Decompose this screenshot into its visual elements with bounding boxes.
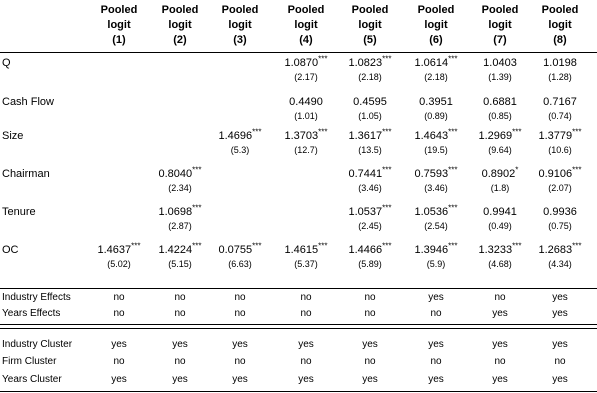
cluster-value: yes (362, 374, 378, 385)
coefficient-value: 0.9936 (543, 206, 577, 218)
column-header-line: (2) (173, 34, 187, 46)
t-statistic: (1.28) (548, 72, 572, 82)
significance-stars: *** (252, 127, 262, 137)
cluster-label: Industry Cluster (2, 339, 73, 350)
significance-stars: *** (192, 165, 202, 175)
effects-label: Years Effects (2, 308, 61, 319)
coefficient-value: 0.4595 (353, 96, 387, 108)
significance-stars: *** (192, 203, 202, 213)
coefficient-value: 1.4643 (414, 130, 449, 142)
double-rule-upper (0, 324, 597, 325)
coefficient (274, 127, 338, 142)
coefficient-value: 1.4696 (218, 130, 253, 142)
cluster-value: no (554, 356, 566, 367)
column-header-line: Pooled (417, 4, 455, 16)
column-header-line: Pooled (221, 4, 259, 16)
cluster-value: yes (111, 374, 127, 385)
coefficient (208, 127, 272, 142)
coefficient-value: 1.2969 (478, 130, 513, 142)
coefficient-value: 0.9941 (483, 206, 517, 218)
coefficient (338, 241, 402, 256)
t-statistic: (2.07) (548, 183, 572, 193)
coefficient-value: 1.3233 (478, 244, 513, 256)
t-statistic: (5.15) (168, 259, 192, 269)
column-header-line: Pooled (100, 4, 138, 16)
significance-stars: *** (572, 127, 582, 137)
column-header-line: (1) (112, 34, 126, 46)
column-header-line: Pooled (481, 4, 519, 16)
column-header-line: Pooled (161, 4, 199, 16)
coefficient-value: 1.3703 (284, 130, 319, 142)
t-statistic: (3.46) (358, 183, 382, 193)
t-statistic: (2.54) (424, 221, 448, 231)
cluster-value: yes (492, 339, 508, 350)
coefficient-value: 1.0537 (348, 206, 383, 218)
t-statistic: (2.34) (168, 183, 192, 193)
coefficient (338, 96, 402, 108)
cluster-value: yes (298, 374, 314, 385)
effects-value: no (300, 292, 312, 303)
coefficient (528, 241, 592, 256)
significance-stars: *** (252, 241, 262, 251)
header-rule (0, 52, 597, 53)
significance-stars: * (515, 165, 519, 175)
variable-label: Q (2, 57, 11, 69)
coefficient (208, 241, 272, 256)
column-header (404, 3, 468, 48)
t-statistic: (12.7) (294, 145, 318, 155)
column-header-line: (4) (299, 34, 313, 46)
effects-value: yes (428, 292, 444, 303)
column-header-line: (6) (429, 34, 443, 46)
significance-stars: *** (448, 165, 458, 175)
cluster-value: yes (492, 374, 508, 385)
effects-value: no (364, 292, 376, 303)
t-statistic: (2.45) (358, 221, 382, 231)
cluster-value: yes (428, 339, 444, 350)
variable-label: Tenure (2, 206, 36, 218)
column-header-line: logit (294, 19, 318, 31)
significance-stars: *** (572, 241, 582, 251)
coefficient (468, 127, 532, 142)
coefficient (528, 96, 592, 108)
cluster-value: yes (232, 374, 248, 385)
cluster-label: Years Cluster (2, 374, 62, 385)
column-header-line: (8) (553, 34, 567, 46)
coefficient-value: 0.3951 (419, 96, 453, 108)
cluster-value: yes (552, 339, 568, 350)
coefficient (404, 54, 468, 69)
coefficient-value: 1.0403 (483, 57, 517, 69)
t-statistic: (13.5) (358, 145, 382, 155)
cluster-value: yes (172, 339, 188, 350)
column-header (274, 3, 338, 48)
significance-stars: *** (318, 54, 328, 64)
effects-rule-top (0, 288, 597, 289)
coefficient-value: 1.0198 (543, 57, 577, 69)
coefficient-value: 1.2683 (538, 244, 573, 256)
coefficient (338, 54, 402, 69)
coefficient (528, 57, 592, 69)
column-header-line: logit (228, 19, 252, 31)
double-rule-lower (0, 328, 597, 329)
coefficient (338, 127, 402, 142)
significance-stars: *** (318, 241, 328, 251)
coefficient-value: 1.0698 (158, 206, 193, 218)
cluster-value: no (364, 356, 376, 367)
coefficient (274, 54, 338, 69)
variable-label: Chairman (2, 168, 50, 180)
coefficient (338, 203, 402, 218)
cluster-value: no (430, 356, 442, 367)
coefficient-value: 0.7441 (348, 168, 383, 180)
column-header (148, 3, 212, 48)
significance-stars: *** (512, 127, 522, 137)
significance-stars: *** (448, 54, 458, 64)
column-header-line: (7) (493, 34, 507, 46)
cluster-value: no (234, 356, 246, 367)
coefficient-value: 0.7593 (414, 168, 449, 180)
significance-stars: *** (382, 127, 392, 137)
column-header-line: (3) (233, 34, 247, 46)
cluster-value: no (300, 356, 312, 367)
t-statistic: (2.18) (424, 72, 448, 82)
coefficient (274, 241, 338, 256)
t-statistic: (2.18) (358, 72, 382, 82)
coefficient-value: 1.0614 (414, 57, 449, 69)
effects-value: yes (552, 308, 568, 319)
coefficient (468, 57, 532, 69)
t-statistic: (9.64) (488, 145, 512, 155)
coefficient-value: 1.4466 (348, 244, 383, 256)
coefficient-value: 1.0823 (348, 57, 383, 69)
cluster-value: yes (232, 339, 248, 350)
coefficient-value: 1.0536 (414, 206, 449, 218)
significance-stars: *** (448, 127, 458, 137)
coefficient-value: 1.4615 (284, 244, 319, 256)
column-header (528, 3, 592, 48)
coefficient (528, 165, 592, 180)
t-statistic: (5.02) (107, 259, 131, 269)
variable-label: Cash Flow (2, 96, 54, 108)
t-statistic: (5.37) (294, 259, 318, 269)
coefficient-value: 1.3617 (348, 130, 383, 142)
column-header (208, 3, 272, 48)
significance-stars: *** (318, 127, 328, 137)
t-statistic: (6.63) (228, 259, 252, 269)
coefficient-value: 0.7167 (543, 96, 577, 108)
coefficient (528, 206, 592, 218)
significance-stars: *** (382, 165, 392, 175)
cluster-value: yes (111, 339, 127, 350)
cluster-value: no (494, 356, 506, 367)
coefficient-value: 1.0870 (284, 57, 319, 69)
column-header-line: logit (424, 19, 448, 31)
cluster-value: no (113, 356, 125, 367)
cluster-value: yes (172, 374, 188, 385)
cluster-value: no (174, 356, 186, 367)
t-statistic: (5.9) (426, 259, 446, 269)
significance-stars: *** (448, 241, 458, 251)
significance-stars: *** (382, 241, 392, 251)
significance-stars: *** (382, 203, 392, 213)
coefficient-value: 0.9106 (538, 168, 573, 180)
coefficient (87, 241, 151, 256)
t-statistic: (1.01) (294, 111, 318, 121)
coefficient (468, 241, 532, 256)
coefficient (274, 96, 338, 108)
coefficient (404, 165, 468, 180)
t-statistic: (19.5) (424, 145, 448, 155)
t-statistic: (4.34) (548, 259, 572, 269)
column-header-line: Pooled (541, 4, 579, 16)
effects-label: Industry Effects (2, 292, 71, 303)
effects-value: no (494, 292, 506, 303)
coefficient (468, 96, 532, 108)
variable-label: Size (2, 130, 24, 142)
cluster-value: yes (298, 339, 314, 350)
cluster-value: yes (428, 374, 444, 385)
column-header (338, 3, 402, 48)
effects-value: no (174, 308, 186, 319)
coefficient-value: 0.4490 (289, 96, 323, 108)
column-header-line: logit (358, 19, 382, 31)
t-statistic: (0.75) (548, 221, 572, 231)
significance-stars: *** (382, 54, 392, 64)
effects-value: no (234, 292, 246, 303)
t-statistic: (1.39) (488, 72, 512, 82)
effects-value: no (364, 308, 376, 319)
coefficient (404, 203, 468, 218)
coefficient (148, 241, 212, 256)
effects-value: no (113, 292, 125, 303)
effects-value: yes (552, 292, 568, 303)
column-header-line: Pooled (351, 4, 389, 16)
effects-value: no (113, 308, 125, 319)
coefficient (338, 165, 402, 180)
t-statistic: (1.05) (358, 111, 382, 121)
variable-label: OC (2, 244, 19, 256)
t-statistic: (10.6) (548, 145, 572, 155)
column-header-line: logit (488, 19, 512, 31)
column-header (468, 3, 532, 48)
effects-value: no (430, 308, 442, 319)
bottom-rule (0, 391, 597, 392)
coefficient (404, 96, 468, 108)
t-statistic: (0.85) (488, 111, 512, 121)
column-header-line: logit (168, 19, 192, 31)
effects-value: no (300, 308, 312, 319)
column-header-line: Pooled (287, 4, 325, 16)
t-statistic: (4.68) (488, 259, 512, 269)
column-header (87, 3, 151, 48)
t-statistic: (2.17) (294, 72, 318, 82)
significance-stars: *** (131, 241, 141, 251)
t-statistic: (5.3) (230, 145, 250, 155)
cluster-value: yes (552, 374, 568, 385)
cluster-label: Firm Cluster (2, 356, 57, 367)
t-statistic: (5.89) (358, 259, 382, 269)
coefficient (404, 241, 468, 256)
coefficient (468, 165, 532, 180)
coefficient (468, 206, 532, 218)
t-statistic: (2.87) (168, 221, 192, 231)
coefficient-value: 0.6881 (483, 96, 517, 108)
significance-stars: *** (512, 241, 522, 251)
t-statistic: (0.49) (488, 221, 512, 231)
coefficient (404, 127, 468, 142)
coefficient-value: 1.4637 (97, 244, 132, 256)
effects-value: no (174, 292, 186, 303)
significance-stars: *** (572, 165, 582, 175)
t-statistic: (3.46) (424, 183, 448, 193)
column-header-line: (5) (363, 34, 377, 46)
significance-stars: *** (192, 241, 202, 251)
coefficient-value: 1.4224 (158, 244, 193, 256)
column-header-line: logit (107, 19, 131, 31)
effects-value: no (234, 308, 246, 319)
coefficient (148, 203, 212, 218)
column-header-line: logit (548, 19, 572, 31)
t-statistic: (0.89) (424, 111, 448, 121)
effects-value: yes (492, 308, 508, 319)
coefficient (528, 127, 592, 142)
coefficient-value: 0.8040 (158, 168, 193, 180)
cluster-value: yes (362, 339, 378, 350)
coefficient (148, 165, 212, 180)
coefficient-value: 1.3779 (538, 130, 573, 142)
t-statistic: (0.74) (548, 111, 572, 121)
significance-stars: *** (448, 203, 458, 213)
coefficient-value: 1.3946 (414, 244, 449, 256)
coefficient-value: 0.0755 (218, 244, 253, 256)
t-statistic: (1.8) (490, 183, 510, 193)
coefficient-value: 0.8902 (481, 168, 516, 180)
